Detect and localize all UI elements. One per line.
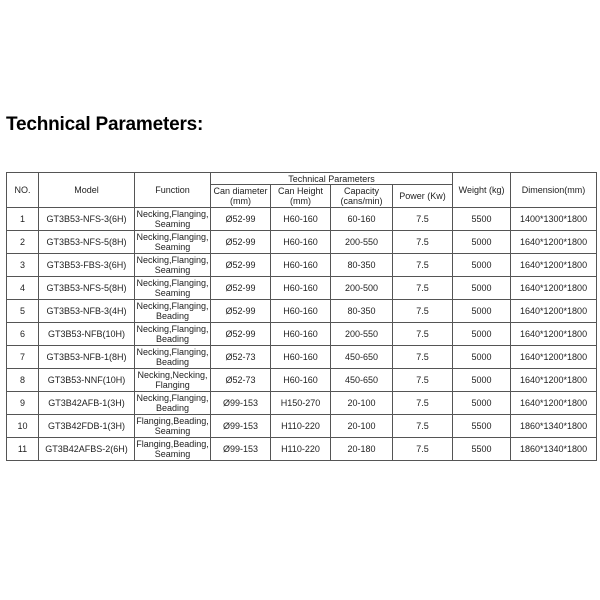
cell-function-line-2: Beading	[155, 311, 190, 321]
cell-weight: 5000	[453, 254, 511, 277]
cell-model: GT3B53-NNF(10H)	[39, 369, 135, 392]
cell-no: 4	[7, 277, 39, 300]
header-can-diameter-unit: (mm)	[230, 196, 251, 206]
table-row	[7, 254, 597, 277]
cell-can-height: H150-270	[271, 392, 331, 415]
cell-power: 7.5	[393, 346, 453, 369]
cell-power: 7.5	[393, 369, 453, 392]
cell-power: 7.5	[393, 208, 453, 231]
table-row	[7, 369, 597, 392]
cell-function-line-2: Flanging	[155, 380, 190, 390]
table-row	[7, 346, 597, 369]
cell-weight: 5500	[453, 208, 511, 231]
cell-can-diameter: Ø52-99	[211, 231, 271, 254]
header-can-height	[271, 185, 331, 208]
cell-model: GT3B53-NFB-1(8H)	[39, 346, 135, 369]
cell-function	[135, 438, 211, 461]
cell-can-diameter: Ø52-99	[211, 323, 271, 346]
cell-function-line-1: Necking,Flanging,	[136, 301, 209, 311]
cell-capacity: 200-550	[331, 323, 393, 346]
cell-can-height: H60-160	[271, 369, 331, 392]
cell-function-line-1: Necking,Necking,	[137, 370, 208, 380]
header-power: Power (Kw)	[393, 185, 453, 208]
cell-weight: 5500	[453, 438, 511, 461]
cell-can-diameter: Ø99-153	[211, 415, 271, 438]
cell-can-diameter: Ø52-99	[211, 254, 271, 277]
cell-can-height: H60-160	[271, 277, 331, 300]
header-dimension: Dimension(mm)	[511, 173, 597, 208]
cell-power: 7.5	[393, 438, 453, 461]
cell-dimension: 1860*1340*1800	[511, 415, 597, 438]
cell-function-line-1: Necking,Flanging,	[136, 324, 209, 334]
cell-no: 1	[7, 208, 39, 231]
cell-dimension: 1400*1300*1800	[511, 208, 597, 231]
cell-can-diameter: Ø99-153	[211, 438, 271, 461]
cell-dimension: 1640*1200*1800	[511, 346, 597, 369]
cell-dimension: 1640*1200*1800	[511, 231, 597, 254]
cell-model: GT3B42FDB-1(3H)	[39, 415, 135, 438]
cell-capacity: 20-100	[331, 392, 393, 415]
cell-no: 6	[7, 323, 39, 346]
cell-dimension: 1640*1200*1800	[511, 277, 597, 300]
header-can-height-unit: (mm)	[290, 196, 311, 206]
cell-function-line-2: Beading	[155, 357, 190, 367]
cell-capacity: 20-100	[331, 415, 393, 438]
cell-function-line-1: Necking,Flanging,	[136, 347, 209, 357]
header-capacity	[331, 185, 393, 208]
cell-function-line-2: Beading	[155, 403, 190, 413]
cell-can-height: H60-160	[271, 254, 331, 277]
cell-no: 5	[7, 300, 39, 323]
page-title: Technical Parameters:	[6, 114, 204, 135]
cell-can-height: H110-220	[271, 415, 331, 438]
cell-function	[135, 346, 211, 369]
cell-function-line-2: Seaming	[154, 265, 191, 275]
cell-weight: 5000	[453, 277, 511, 300]
cell-capacity: 450-650	[331, 346, 393, 369]
cell-weight: 5000	[453, 346, 511, 369]
cell-can-diameter: Ø52-99	[211, 208, 271, 231]
cell-dimension: 1640*1200*1800	[511, 254, 597, 277]
cell-no: 9	[7, 392, 39, 415]
header-model: Model	[39, 173, 135, 208]
cell-no: 10	[7, 415, 39, 438]
cell-weight: 5000	[453, 323, 511, 346]
header-can-diameter-label: Can diameter	[213, 186, 268, 196]
cell-no: 11	[7, 438, 39, 461]
cell-can-height: H60-160	[271, 208, 331, 231]
table-row	[7, 415, 597, 438]
cell-capacity: 80-350	[331, 254, 393, 277]
cell-can-diameter: Ø52-73	[211, 346, 271, 369]
cell-dimension: 1640*1200*1800	[511, 369, 597, 392]
cell-power: 7.5	[393, 415, 453, 438]
cell-model: GT3B53-NFS-3(6H)	[39, 208, 135, 231]
cell-function-line-2: Seaming	[154, 449, 191, 459]
cell-no: 7	[7, 346, 39, 369]
cell-model: GT3B53-NFS-5(8H)	[39, 277, 135, 300]
header-can-diameter	[211, 185, 271, 208]
cell-can-height: H60-160	[271, 346, 331, 369]
cell-can-diameter: Ø52-73	[211, 369, 271, 392]
table-body	[7, 208, 597, 461]
header-weight: Weight (kg)	[453, 173, 511, 208]
cell-weight: 5000	[453, 369, 511, 392]
cell-function	[135, 323, 211, 346]
cell-function	[135, 231, 211, 254]
cell-no: 3	[7, 254, 39, 277]
table-row	[7, 438, 597, 461]
cell-function-line-1: Flanging,Beading,	[136, 416, 209, 426]
cell-capacity: 450-650	[331, 369, 393, 392]
table-row	[7, 323, 597, 346]
cell-no: 2	[7, 231, 39, 254]
header-function: Function	[135, 173, 211, 208]
cell-weight: 5000	[453, 231, 511, 254]
table-row	[7, 277, 597, 300]
cell-function	[135, 208, 211, 231]
header-no: NO.	[7, 173, 39, 208]
table-row	[7, 208, 597, 231]
cell-function-line-1: Necking,Flanging,	[136, 255, 209, 265]
cell-function	[135, 392, 211, 415]
cell-can-height: H60-160	[271, 231, 331, 254]
table-row	[7, 231, 597, 254]
cell-model: GT3B53-FBS-3(6H)	[39, 254, 135, 277]
cell-function-line-2: Seaming	[154, 219, 191, 229]
cell-power: 7.5	[393, 323, 453, 346]
cell-can-height: H60-160	[271, 300, 331, 323]
cell-model: GT3B53-NFB-3(4H)	[39, 300, 135, 323]
cell-power: 7.5	[393, 392, 453, 415]
cell-function	[135, 254, 211, 277]
cell-function-line-1: Necking,Flanging,	[136, 209, 209, 219]
cell-capacity: 20-180	[331, 438, 393, 461]
cell-capacity: 80-350	[331, 300, 393, 323]
cell-function	[135, 277, 211, 300]
header-capacity-label: Capacity	[343, 186, 379, 196]
cell-function	[135, 300, 211, 323]
cell-function-line-2: Beading	[155, 334, 190, 344]
technical-parameters-table	[6, 172, 597, 461]
cell-weight: 5000	[453, 300, 511, 323]
table-header	[7, 173, 597, 208]
cell-function-line-2: Seaming	[154, 426, 191, 436]
cell-weight: 5000	[453, 392, 511, 415]
cell-can-diameter: Ø52-99	[211, 277, 271, 300]
header-technical-parameters: Technical Parameters	[211, 173, 453, 185]
table-row	[7, 392, 597, 415]
header-capacity-unit: (cans/min)	[340, 196, 383, 206]
cell-can-diameter: Ø99-153	[211, 392, 271, 415]
cell-power: 7.5	[393, 300, 453, 323]
cell-function-line-1: Flanging,Beading,	[136, 439, 209, 449]
cell-function	[135, 415, 211, 438]
header-can-height-label: Can Height	[277, 186, 324, 196]
cell-function-line-1: Necking,Flanging,	[136, 278, 209, 288]
cell-can-height: H110-220	[271, 438, 331, 461]
cell-capacity: 60-160	[331, 208, 393, 231]
cell-function-line-1: Necking,Flanging,	[136, 232, 209, 242]
cell-function-line-2: Seaming	[154, 288, 191, 298]
cell-function-line-1: Necking,Flanging,	[136, 393, 209, 403]
cell-model: GT3B42AFBS-2(6H)	[39, 438, 135, 461]
cell-model: GT3B42AFB-1(3H)	[39, 392, 135, 415]
cell-power: 7.5	[393, 254, 453, 277]
cell-dimension: 1640*1200*1800	[511, 323, 597, 346]
cell-weight: 5500	[453, 415, 511, 438]
cell-can-height: H60-160	[271, 323, 331, 346]
table-row	[7, 300, 597, 323]
cell-dimension: 1640*1200*1800	[511, 300, 597, 323]
cell-dimension: 1640*1200*1800	[511, 392, 597, 415]
cell-capacity: 200-500	[331, 277, 393, 300]
cell-power: 7.5	[393, 277, 453, 300]
cell-function	[135, 369, 211, 392]
cell-function-line-2: Seaming	[154, 242, 191, 252]
cell-model: GT3B53-NFS-5(8H)	[39, 231, 135, 254]
cell-capacity: 200-550	[331, 231, 393, 254]
cell-dimension: 1860*1340*1800	[511, 438, 597, 461]
cell-no: 8	[7, 369, 39, 392]
cell-model: GT3B53-NFB(10H)	[39, 323, 135, 346]
cell-can-diameter: Ø52-99	[211, 300, 271, 323]
cell-power: 7.5	[393, 231, 453, 254]
